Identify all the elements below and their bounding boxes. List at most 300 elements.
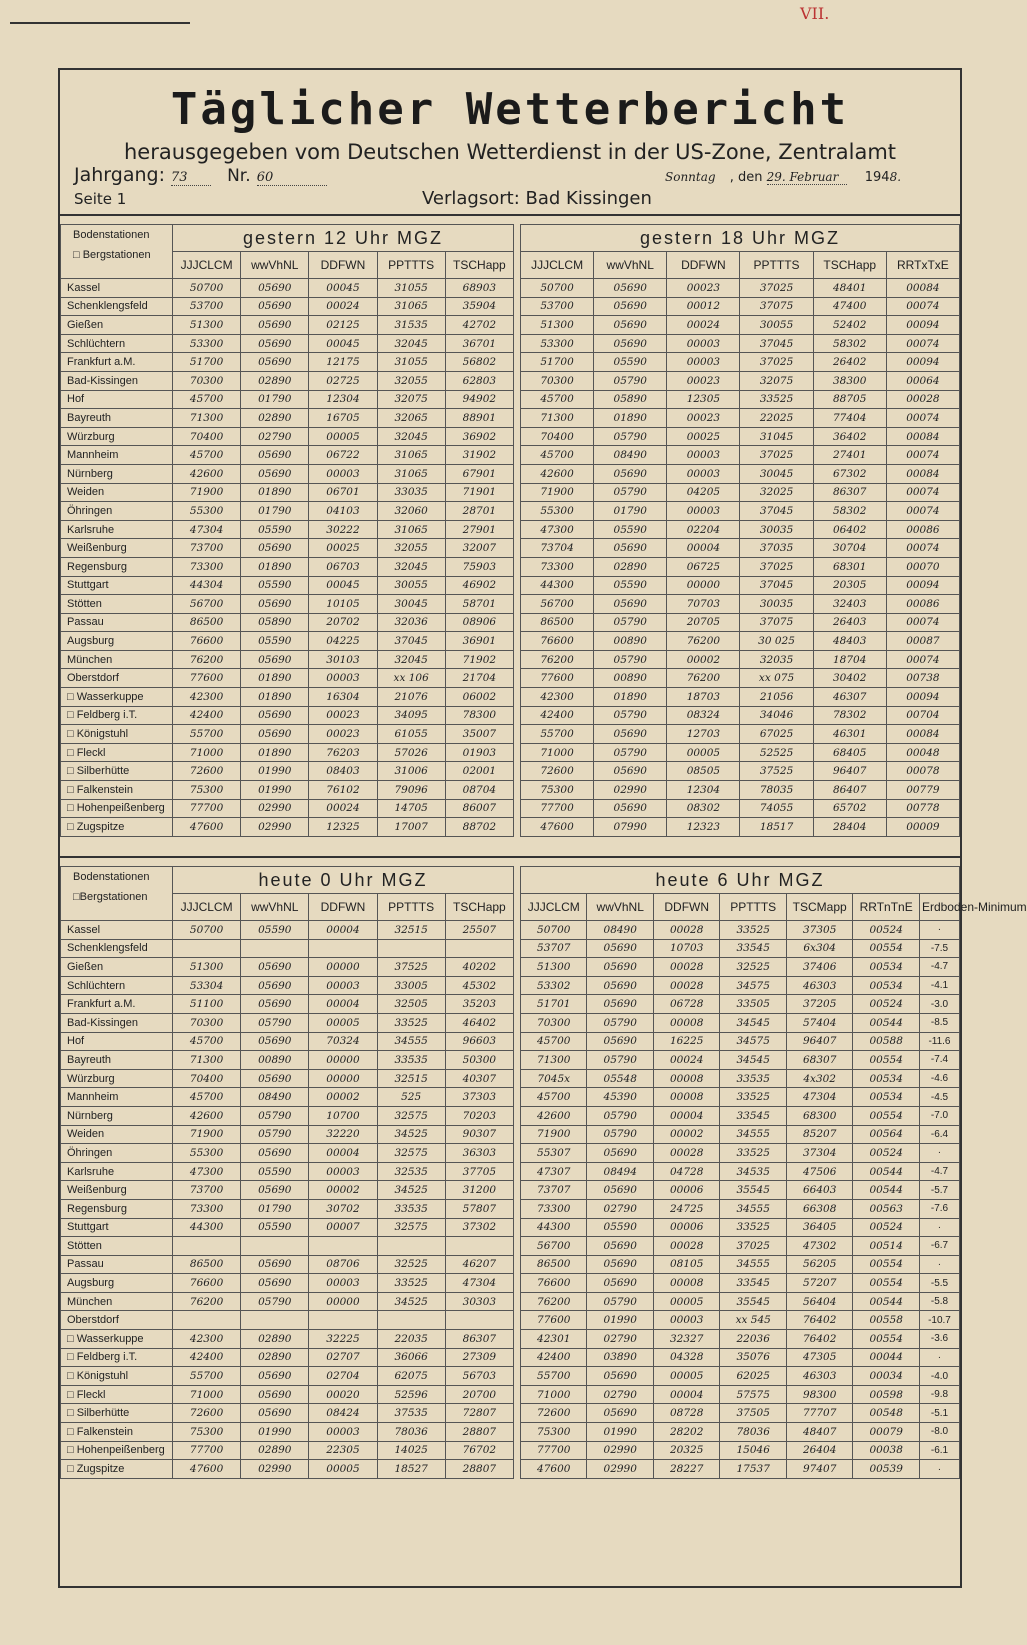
data-cell: 05690 — [594, 725, 667, 744]
data-cell: 12175 — [309, 353, 377, 372]
table-row — [521, 334, 960, 353]
data-cell: 58701 — [445, 595, 513, 614]
data-cell: 08706 — [309, 1255, 377, 1274]
data-cell: 36701 — [445, 334, 513, 353]
data-cell: 6x304 — [786, 939, 852, 958]
data-cell: 00038 — [853, 1441, 920, 1460]
data-cell: 42600 — [521, 464, 594, 483]
data-cell: 00087 — [886, 632, 959, 651]
data-cell: 00514 — [853, 1237, 920, 1256]
data-cell: 30035 — [740, 595, 813, 614]
column-header: wwVhNL — [587, 894, 653, 921]
year-prefix: 194 — [864, 170, 890, 185]
data-cell: 35007 — [445, 725, 513, 744]
data-cell: -11.6 — [919, 1032, 959, 1051]
data-cell: 33005 — [377, 976, 445, 995]
data-cell: 57404 — [786, 1013, 852, 1032]
table-row — [521, 743, 960, 762]
data-cell: 04728 — [653, 1162, 719, 1181]
table-row — [521, 669, 960, 688]
data-cell: 00890 — [241, 1051, 309, 1070]
data-cell: 32327 — [653, 1330, 719, 1349]
data-cell: 86407 — [813, 781, 886, 800]
data-cell: 00544 — [853, 1162, 920, 1181]
data-cell: 40307 — [445, 1069, 513, 1088]
data-cell: 44300 — [521, 576, 594, 595]
data-cell: 02990 — [594, 781, 667, 800]
data-cell — [173, 1237, 241, 1256]
data-cell: 33525 — [720, 1144, 786, 1163]
data-cell: 45700 — [521, 1032, 587, 1051]
data-cell: 00009 — [886, 818, 959, 837]
table-row — [61, 1460, 514, 1479]
data-cell: 00524 — [853, 921, 920, 940]
data-cell: 51700 — [521, 353, 594, 372]
data-cell: 30035 — [740, 520, 813, 539]
station-name: München — [61, 650, 173, 669]
data-cell: -4.7 — [919, 1162, 959, 1181]
data-cell: 96407 — [813, 762, 886, 781]
table-row — [521, 1274, 960, 1293]
table-row — [61, 483, 514, 502]
data-cell: 02790 — [241, 427, 309, 446]
data-cell: 55700 — [173, 725, 241, 744]
data-cell: 08490 — [587, 921, 653, 940]
data-cell: 00004 — [667, 539, 740, 558]
data-cell: 31045 — [740, 427, 813, 446]
station-name: Schlüchtern — [61, 334, 173, 353]
data-cell: 30103 — [309, 650, 377, 669]
data-cell: 47400 — [813, 297, 886, 316]
data-cell: 86307 — [445, 1330, 513, 1349]
data-cell: 88901 — [445, 409, 513, 428]
table-row — [61, 1311, 514, 1330]
data-cell — [445, 1311, 513, 1330]
data-cell: 05690 — [241, 297, 309, 316]
station-name: □ Wasserkuppe — [61, 1330, 173, 1349]
data-cell: 73700 — [173, 539, 241, 558]
data-cell: 33525 — [720, 1088, 786, 1107]
data-cell: 56700 — [173, 595, 241, 614]
data-cell: 00025 — [667, 427, 740, 446]
data-cell: 33525 — [720, 1218, 786, 1237]
table-row — [521, 688, 960, 707]
data-cell: 01890 — [241, 743, 309, 762]
station-name: Augsburg — [61, 1274, 173, 1293]
table-row — [521, 1348, 960, 1367]
data-cell: 05590 — [594, 576, 667, 595]
data-cell: 31065 — [377, 464, 445, 483]
table-row — [521, 297, 960, 316]
table-row — [61, 688, 514, 707]
data-cell: 05590 — [241, 1162, 309, 1181]
data-cell: 37705 — [445, 1162, 513, 1181]
data-cell: 37045 — [740, 334, 813, 353]
data-cell: -5.8 — [919, 1292, 959, 1311]
data-cell: -5.1 — [919, 1404, 959, 1423]
data-cell: 30222 — [309, 520, 377, 539]
data-cell: 37075 — [740, 297, 813, 316]
data-cell: 02707 — [309, 1348, 377, 1367]
data-cell: 36901 — [445, 632, 513, 651]
table-row — [521, 1032, 960, 1051]
data-cell: 32225 — [309, 1330, 377, 1349]
data-cell: 62075 — [377, 1367, 445, 1386]
table-row — [61, 1367, 514, 1386]
table-row — [61, 921, 514, 940]
verlagsort: Verlagsort: Bad Kissingen — [422, 188, 652, 209]
data-cell: 34525 — [377, 1181, 445, 1200]
data-cell: 05790 — [241, 1125, 309, 1144]
data-cell: 85207 — [786, 1125, 852, 1144]
data-cell: 00074 — [886, 409, 959, 428]
data-cell: 66308 — [786, 1199, 852, 1218]
table-row — [521, 1051, 960, 1070]
data-cell: 05790 — [587, 1125, 653, 1144]
data-cell: 73300 — [173, 557, 241, 576]
data-cell: 08490 — [241, 1088, 309, 1107]
data-cell: 00023 — [667, 279, 740, 298]
station-name: □ Zugspitze — [61, 1460, 173, 1479]
data-cell: 02790 — [587, 1199, 653, 1218]
data-cell: 10703 — [653, 939, 719, 958]
data-cell: 53300 — [521, 334, 594, 353]
data-cell: 55300 — [173, 502, 241, 521]
data-cell: 17537 — [720, 1460, 786, 1479]
data-cell: 71901 — [445, 483, 513, 502]
data-cell: 42600 — [173, 1106, 241, 1125]
data-cell: 02890 — [594, 557, 667, 576]
station-name: Kassel — [61, 279, 173, 298]
data-cell: 05690 — [587, 976, 653, 995]
jahrgang-line — [74, 164, 327, 186]
data-cell: 33545 — [720, 939, 786, 958]
station-name: □ Falkenstein — [61, 781, 173, 800]
table-heute-0 — [60, 866, 514, 1479]
data-cell: 37525 — [740, 762, 813, 781]
data-cell — [445, 1237, 513, 1256]
table-row — [61, 1441, 514, 1460]
data-cell: 05690 — [587, 1404, 653, 1423]
data-cell: 00034 — [853, 1367, 920, 1386]
data-cell: 17007 — [377, 818, 445, 837]
data-cell: 00084 — [886, 279, 959, 298]
data-cell: 00070 — [886, 557, 959, 576]
data-cell: 30045 — [740, 464, 813, 483]
data-cell: 00564 — [853, 1125, 920, 1144]
data-cell: 86307 — [813, 483, 886, 502]
data-cell: 05790 — [594, 427, 667, 446]
data-cell: 05690 — [241, 353, 309, 372]
nr-value: 60 — [257, 170, 327, 186]
station-name: Karlsruhe — [61, 520, 173, 539]
column-header: JJJCLCM — [521, 252, 594, 279]
table-row — [61, 939, 514, 958]
data-cell: 02890 — [241, 371, 309, 390]
data-cell: 05690 — [241, 1032, 309, 1051]
data-cell: 08424 — [309, 1404, 377, 1423]
data-cell: 00544 — [853, 1013, 920, 1032]
data-cell: 26402 — [813, 353, 886, 372]
data-cell: · — [919, 1218, 959, 1237]
data-cell: 42600 — [521, 1106, 587, 1125]
data-cell: -5.5 — [919, 1274, 959, 1293]
table-row — [61, 1013, 514, 1032]
data-cell: 47300 — [521, 520, 594, 539]
data-cell: 35545 — [720, 1181, 786, 1200]
data-cell: -3.6 — [919, 1330, 959, 1349]
table-row — [521, 632, 960, 651]
data-cell: · — [919, 1348, 959, 1367]
data-cell: 21076 — [377, 688, 445, 707]
data-cell: 01790 — [241, 390, 309, 409]
data-cell: 00074 — [886, 446, 959, 465]
table-row — [61, 1106, 514, 1125]
data-cell: 05590 — [587, 1218, 653, 1237]
data-cell: 45700 — [521, 390, 594, 409]
data-cell: 68307 — [786, 1051, 852, 1070]
data-cell: 00007 — [309, 1218, 377, 1237]
data-cell: 00006 — [653, 1218, 719, 1237]
data-cell: 00534 — [853, 1088, 920, 1107]
data-cell: 05590 — [594, 520, 667, 539]
page-label: Seite 1 — [74, 190, 127, 208]
table-row — [521, 725, 960, 744]
data-cell: 77700 — [521, 799, 594, 818]
data-cell: 86500 — [521, 613, 594, 632]
data-cell: 00000 — [309, 958, 377, 977]
data-cell: 01990 — [587, 1423, 653, 1442]
date-value: 29. Februar — [767, 170, 847, 185]
data-cell: 50700 — [173, 279, 241, 298]
data-cell: 66403 — [786, 1181, 852, 1200]
data-cell: 03890 — [587, 1348, 653, 1367]
data-cell: 32575 — [377, 1106, 445, 1125]
data-cell: 55700 — [521, 1367, 587, 1386]
data-cell: 05590 — [241, 632, 309, 651]
station-name: Stötten — [61, 595, 173, 614]
data-cell: 00079 — [853, 1423, 920, 1442]
data-cell: 00554 — [853, 1274, 920, 1293]
data-cell: -7.5 — [919, 939, 959, 958]
data-cell: 56700 — [521, 595, 594, 614]
data-cell: 32055 — [377, 539, 445, 558]
data-cell: 26403 — [813, 613, 886, 632]
data-cell: 31200 — [445, 1181, 513, 1200]
data-cell: 00005 — [309, 1460, 377, 1479]
data-cell: 08490 — [594, 446, 667, 465]
station-name: Kassel — [61, 921, 173, 940]
data-cell: -4.6 — [919, 1069, 959, 1088]
station-name: □ Feldberg i.T. — [61, 1348, 173, 1367]
data-cell: 05790 — [594, 743, 667, 762]
data-cell: 00023 — [667, 409, 740, 428]
data-cell: xx 545 — [720, 1311, 786, 1330]
table-row — [61, 1423, 514, 1442]
table-row — [61, 1199, 514, 1218]
data-cell: 00003 — [309, 1423, 377, 1442]
table-row — [61, 1125, 514, 1144]
station-name: Hof — [61, 1032, 173, 1051]
table-row — [61, 669, 514, 688]
data-cell: 02990 — [241, 1460, 309, 1479]
data-cell: 01890 — [594, 409, 667, 428]
data-cell: -4.5 — [919, 1088, 959, 1107]
table-row — [521, 1441, 960, 1460]
data-cell: 05690 — [594, 316, 667, 335]
data-cell: 30704 — [813, 539, 886, 558]
data-cell: 32525 — [377, 1255, 445, 1274]
data-cell: 12304 — [309, 390, 377, 409]
station-name: Oberstdorf — [61, 669, 173, 688]
table-row — [521, 976, 960, 995]
data-cell: 08906 — [445, 613, 513, 632]
table-row — [521, 1404, 960, 1423]
data-cell: 05790 — [587, 1106, 653, 1125]
data-cell: 02990 — [241, 818, 309, 837]
data-cell: 05590 — [241, 520, 309, 539]
data-cell: 32065 — [377, 409, 445, 428]
data-cell: 16705 — [309, 409, 377, 428]
data-cell: 46303 — [786, 1367, 852, 1386]
data-cell: 47506 — [786, 1162, 852, 1181]
data-cell: 37406 — [786, 958, 852, 977]
data-cell: 37025 — [720, 1237, 786, 1256]
table-row — [61, 725, 514, 744]
data-cell: 55300 — [521, 502, 594, 521]
station-name: □ Hohenpeißenberg — [61, 799, 173, 818]
data-cell: 71000 — [173, 743, 241, 762]
data-cell: 33535 — [377, 1051, 445, 1070]
data-cell: 70300 — [173, 371, 241, 390]
table-row — [61, 1255, 514, 1274]
data-cell: 42301 — [521, 1330, 587, 1349]
station-name: Öhringen — [61, 502, 173, 521]
data-cell: 36303 — [445, 1144, 513, 1163]
jahrgang-value: 73 — [171, 170, 211, 186]
data-cell: 71000 — [521, 743, 594, 762]
data-cell: 62803 — [445, 371, 513, 390]
data-cell: 71900 — [521, 483, 594, 502]
data-cell: 31065 — [377, 297, 445, 316]
station-name: □ Königstuhl — [61, 1367, 173, 1386]
table-row — [521, 483, 960, 502]
table-row — [61, 1162, 514, 1181]
data-cell: 01890 — [241, 688, 309, 707]
data-cell: 00544 — [853, 1181, 920, 1200]
column-header: TSCHapp — [445, 252, 513, 279]
data-cell: 75300 — [521, 781, 594, 800]
data-cell: 05690 — [594, 762, 667, 781]
data-cell: 05690 — [587, 1237, 653, 1256]
data-cell: 00008 — [653, 1069, 719, 1088]
data-cell: 00003 — [309, 1162, 377, 1181]
data-cell: 70300 — [521, 371, 594, 390]
data-cell: 00005 — [667, 743, 740, 762]
data-cell: 00094 — [886, 688, 959, 707]
data-cell: 86007 — [445, 799, 513, 818]
data-cell: 47300 — [173, 1162, 241, 1181]
data-cell: 00028 — [653, 1237, 719, 1256]
data-cell: 05690 — [241, 976, 309, 995]
column-header: JJJCLCM — [173, 252, 241, 279]
station-name: Nürnberg — [61, 464, 173, 483]
data-cell: 70400 — [521, 427, 594, 446]
data-cell: 57575 — [720, 1385, 786, 1404]
data-cell — [309, 1311, 377, 1330]
station-name: Bad-Kissingen — [61, 1013, 173, 1032]
data-cell: 76102 — [309, 781, 377, 800]
data-cell: 05690 — [241, 1255, 309, 1274]
data-cell: 00778 — [886, 799, 959, 818]
data-cell: 72600 — [173, 1404, 241, 1423]
data-cell: 37035 — [740, 539, 813, 558]
data-cell: 32075 — [377, 390, 445, 409]
report-title: Täglicher Wetterbericht — [170, 84, 850, 135]
data-cell: 33545 — [720, 1106, 786, 1125]
data-cell: 61055 — [377, 725, 445, 744]
date-line — [665, 170, 901, 185]
data-cell: 47600 — [521, 818, 594, 837]
data-cell: 32220 — [309, 1125, 377, 1144]
data-cell: 00003 — [667, 502, 740, 521]
data-cell: 06725 — [667, 557, 740, 576]
data-cell: 37303 — [445, 1088, 513, 1107]
data-cell: 33525 — [720, 921, 786, 940]
data-cell: 71900 — [173, 1125, 241, 1144]
data-cell: 22036 — [720, 1330, 786, 1349]
data-cell: 10700 — [309, 1106, 377, 1125]
station-name: Frankfurt a.M. — [61, 995, 173, 1014]
data-cell: 00598 — [853, 1385, 920, 1404]
station-name: Hof — [61, 390, 173, 409]
table-row — [521, 353, 960, 372]
data-cell: 04103 — [309, 502, 377, 521]
data-cell: 00025 — [309, 539, 377, 558]
data-cell: 05590 — [241, 921, 309, 940]
table-row — [521, 1106, 960, 1125]
data-cell: 00004 — [653, 1385, 719, 1404]
data-cell: 56703 — [445, 1367, 513, 1386]
data-cell: 16225 — [653, 1032, 719, 1051]
data-cell: 31535 — [377, 316, 445, 335]
data-cell: 45700 — [173, 1088, 241, 1107]
data-cell: 76200 — [173, 1292, 241, 1311]
data-cell: 24725 — [653, 1199, 719, 1218]
data-cell — [377, 939, 445, 958]
data-cell: 05690 — [241, 539, 309, 558]
data-cell: 00003 — [309, 464, 377, 483]
data-cell: 08324 — [667, 706, 740, 725]
table-row — [521, 557, 960, 576]
data-cell: 78036 — [377, 1423, 445, 1442]
station-name: □ Hohenpeißenberg — [61, 1441, 173, 1460]
station-name: Gießen — [61, 958, 173, 977]
data-cell: 00004 — [653, 1106, 719, 1125]
data-cell: 73300 — [521, 557, 594, 576]
data-cell: 01990 — [241, 1423, 309, 1442]
data-cell: 72600 — [521, 1404, 587, 1423]
data-cell: 02790 — [587, 1385, 653, 1404]
data-cell: 68300 — [786, 1106, 852, 1125]
data-cell: 47600 — [521, 1460, 587, 1479]
data-cell: 70324 — [309, 1032, 377, 1051]
data-cell: 51100 — [173, 995, 241, 1014]
data-cell: 46301 — [813, 725, 886, 744]
data-cell: 00074 — [886, 483, 959, 502]
data-cell: 32535 — [377, 1162, 445, 1181]
data-cell: 04225 — [309, 632, 377, 651]
